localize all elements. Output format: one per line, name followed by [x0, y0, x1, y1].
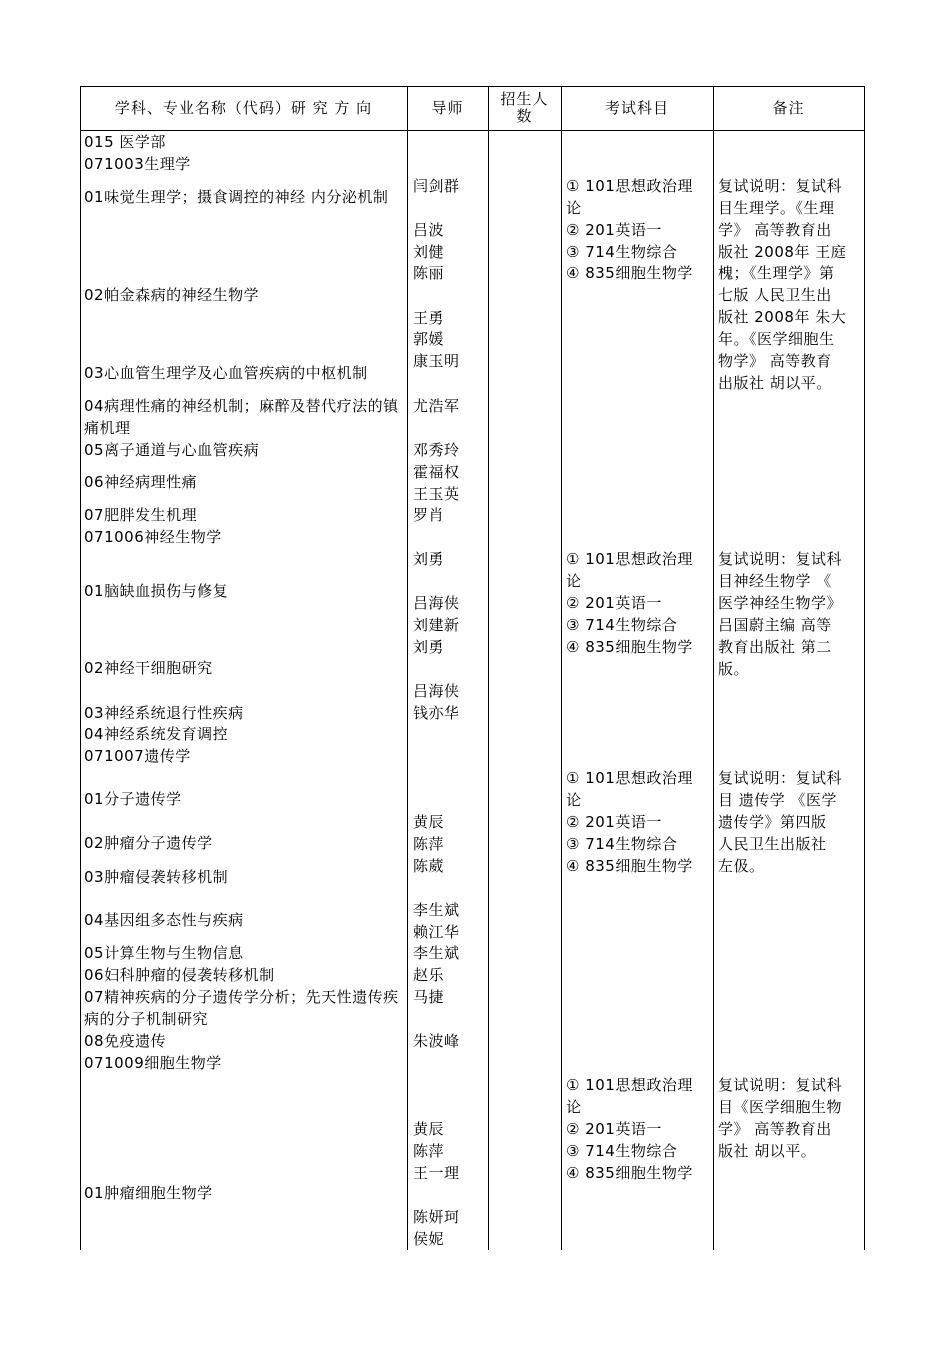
advisor-name: 黄辰 — [413, 813, 445, 831]
header-exam: 考试科目 — [604, 98, 669, 117]
advisor-name: 王一理 — [413, 1164, 460, 1182]
note-line: 目生理学。《生理 — [718, 199, 835, 217]
note-line: 目 遗传学 《医学 — [718, 791, 838, 809]
exam-line: ① 101思想政治理 — [566, 1076, 693, 1094]
advisor-name: 闫剑群 — [413, 177, 460, 195]
advisor-name: 黄辰 — [413, 1120, 445, 1138]
note-line: 目神经生物学 《 — [718, 572, 832, 590]
advisor-name: 李生斌 — [413, 901, 460, 919]
research-direction: 07精神疾病的分子遗传学分析；先天性遗传疾病的分子机制研究 — [84, 988, 399, 1028]
note-line: 七版 人民卫生出 — [718, 286, 832, 304]
research-direction: 05离子通道与心血管疾病 — [84, 441, 260, 459]
advisor-name: 刘勇 — [413, 638, 445, 656]
note-line: 学》 高等教育出 — [718, 221, 832, 239]
exam-line: ③ 714生物综合 — [566, 616, 678, 634]
dept-name: 015 医学部 — [84, 133, 166, 151]
research-direction: 08免疫遗传 — [84, 1032, 167, 1050]
advisor-name: 陈萍 — [413, 835, 445, 853]
exam-line: ④ 835细胞生物学 — [566, 857, 693, 875]
advisor-name: 邓秀玲 — [413, 441, 460, 459]
advisor-name: 吕海侠 — [413, 594, 460, 612]
note-line: 出版社 胡以平。 — [718, 374, 832, 392]
column-divider — [407, 86, 408, 1250]
note-line: 物学》 高等教育 — [718, 352, 832, 370]
major-name: 071003生理学 — [84, 155, 191, 173]
advisor-name: 钱亦华 — [413, 704, 460, 722]
advisor-name: 陈丽 — [413, 264, 445, 282]
note-line: 学》 高等教育出 — [718, 1120, 832, 1138]
note-line: 版。 — [718, 660, 750, 678]
header-enroll: 招生人数 — [500, 90, 549, 125]
major-name: 071009细胞生物学 — [84, 1054, 222, 1072]
exam-line: 论 — [566, 1098, 582, 1116]
header-direction: 学科、专业名称（代码）研 究 方 向 — [114, 98, 373, 117]
research-direction: 01脑缺血损伤与修复 — [84, 582, 229, 600]
research-direction: 03神经系统退行性疾病 — [84, 704, 244, 722]
note-line: 复试说明：复试科 — [718, 769, 843, 787]
advisor-name: 李生斌 — [413, 944, 460, 962]
column-divider — [488, 86, 489, 1250]
exam-line: ④ 835细胞生物学 — [566, 264, 693, 282]
advisor-name: 陈萍 — [413, 1142, 445, 1160]
exam-line: ④ 835细胞生物学 — [566, 1164, 693, 1182]
exam-line: 论 — [566, 572, 582, 590]
advisor-name: 王勇 — [413, 309, 445, 327]
major-name: 071007遗传学 — [84, 747, 191, 765]
exam-line: ④ 835细胞生物学 — [566, 638, 693, 656]
advisor-name: 赖江华 — [413, 923, 460, 941]
exam-line: ③ 714生物综合 — [566, 835, 678, 853]
advisor-name: 陈葳 — [413, 857, 445, 875]
exam-line: ① 101思想政治理 — [566, 550, 693, 568]
research-direction: 04神经系统发育调控 — [84, 725, 229, 743]
advisor-name: 马捷 — [413, 988, 445, 1006]
advisor-name: 刘健 — [413, 243, 445, 261]
note-line: 教育出版社 第二 — [718, 638, 832, 656]
table-border-right — [864, 86, 865, 1250]
note-line: 目《医学细胞生物 — [718, 1098, 843, 1116]
note-line: 左伋。 — [718, 857, 765, 875]
research-direction: 01味觉生理学；摄食调控的神经 内分泌机制 — [84, 188, 389, 206]
advisor-name: 侯妮 — [413, 1230, 445, 1248]
research-direction: 04基因组多态性与疾病 — [84, 911, 244, 929]
header-divider — [80, 130, 865, 131]
advisor-name: 郭媛 — [413, 330, 445, 348]
research-direction: 06神经病理性痛 — [84, 473, 198, 491]
note-line: 版社 胡以平。 — [718, 1142, 817, 1160]
note-line: 年。《医学细胞生 — [718, 330, 835, 348]
advisor-name: 吕波 — [413, 221, 445, 239]
note-line: 复试说明：复试科 — [718, 1076, 843, 1094]
note-line: 遗传学》第四版 — [718, 813, 827, 831]
advisor-name: 吕海侠 — [413, 682, 460, 700]
research-direction: 07肥胖发生机理 — [84, 506, 198, 524]
exam-line: ② 201英语一 — [566, 813, 662, 831]
research-direction: 02神经干细胞研究 — [84, 659, 213, 677]
research-direction: 03肿瘤侵袭转移机制 — [84, 868, 229, 886]
research-direction: 06妇科肿瘤的侵袭转移机制 — [84, 966, 275, 984]
exam-line: 论 — [566, 791, 582, 809]
note-line: 复试说明：复试科 — [718, 550, 843, 568]
advisor-name: 赵乐 — [413, 966, 445, 984]
research-direction: 01肿瘤细胞生物学 — [84, 1184, 213, 1202]
note-line: 医学神经生物学》 — [718, 594, 843, 612]
column-divider — [713, 86, 714, 1250]
exam-line: ① 101思想政治理 — [566, 769, 693, 787]
research-direction: 01分子遗传学 — [84, 790, 182, 808]
header-note: 备注 — [772, 98, 805, 117]
research-direction: 03心血管生理学及心血管疾病的中枢机制 — [84, 364, 368, 382]
note-line: 人民卫生出版社 — [718, 835, 827, 853]
note-line: 版社 2008年 王庭 — [718, 243, 847, 261]
note-line: 吕国蔚主编 高等 — [718, 616, 832, 634]
advisor-name: 罗肖 — [413, 506, 445, 524]
advisor-name: 尤浩军 — [413, 397, 460, 415]
note-line: 槐；《生理学》第 — [718, 264, 835, 282]
advisor-name: 刘建新 — [413, 616, 460, 634]
table-border-left — [80, 86, 81, 1250]
exam-line: ③ 714生物综合 — [566, 1142, 678, 1160]
research-direction: 05计算生物与生物信息 — [84, 944, 244, 962]
note-line: 版社 2008年 朱大 — [718, 308, 847, 326]
major-name: 071006神经生物学 — [84, 528, 222, 546]
column-divider — [561, 86, 562, 1250]
exam-line: ① 101思想政治理 — [566, 177, 693, 195]
note-line: 复试说明：复试科 — [718, 177, 843, 195]
exam-line: 论 — [566, 199, 582, 217]
advisor-name: 刘勇 — [413, 550, 445, 568]
exam-line: ② 201英语一 — [566, 1120, 662, 1138]
research-direction: 02肿瘤分子遗传学 — [84, 834, 213, 852]
header-advisor: 导师 — [431, 98, 464, 117]
exam-line: ③ 714生物综合 — [566, 243, 678, 261]
advisor-name: 陈妍珂 — [413, 1208, 460, 1226]
research-direction: 02帕金森病的神经生物学 — [84, 286, 260, 304]
exam-line: ② 201英语一 — [566, 221, 662, 239]
research-direction: 04病理性痛的神经机制；麻醉及替代疗法的镇痛机理 — [84, 397, 399, 437]
advisor-name: 康玉明 — [413, 352, 460, 370]
advisor-name: 王玉英 — [413, 485, 460, 503]
advisor-name: 朱波峰 — [413, 1032, 460, 1050]
exam-line: ② 201英语一 — [566, 594, 662, 612]
advisor-name: 霍福权 — [413, 463, 460, 481]
